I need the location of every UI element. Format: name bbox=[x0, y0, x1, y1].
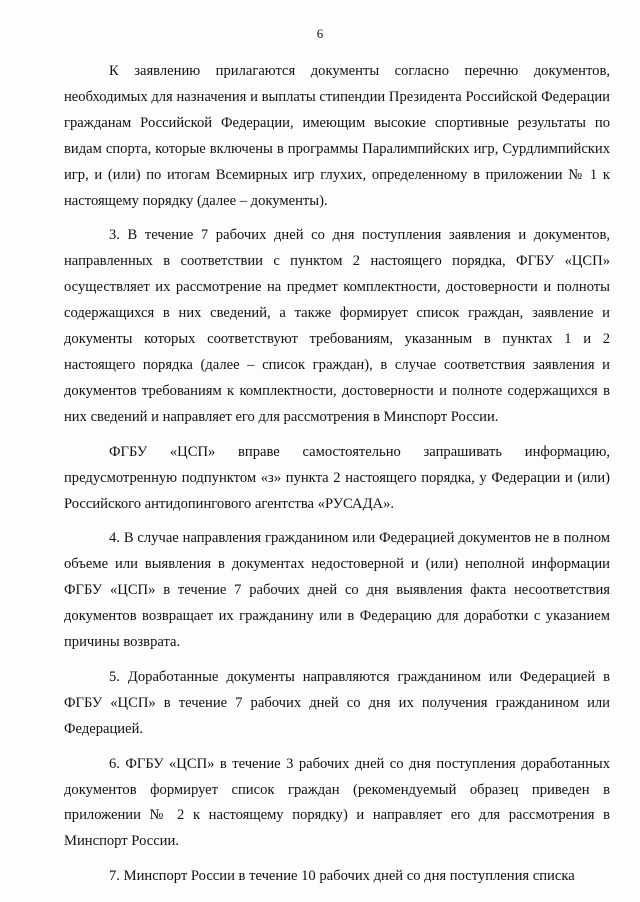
paragraph-3: 3. В течение 7 рабочих дней со дня поступления заявления и документов, направленных в соответствии с пунктом 2 настоящего порядка, ФГБУ «ЦСП» осуществляет их рассмотрение на предмет комплектности, достоверности и полноты содержащихся в них сведений, а также формирует список граждан, заявление и документы которых соответствуют требованиям, указанным в пунктах 1 и 2 настоящего порядка (далее – список граждан), в случае соответствия заявления и документов требованиям к комплектности, достоверности и полноте содержащихся в них сведений и направляет его для рассмотрения в Минспорт России. bbox=[64, 227, 610, 425]
paragraph-4: 4. В случае направления гражданином или Федерацией документов не в полном объеме или выявления в документах недостоверной и (или) неполной информации ФГБУ «ЦСП» в течение 7 рабочих дней со дня выявления факта несоответствия документов возвращает их гражданину или в Федерацию для доработки с указанием причины возврата. bbox=[64, 530, 610, 651]
paragraph-attachments: К заявлению прилагаются документы согласно перечню документов, необходимых для назначения и выплаты стипендии Президента Российской Федерации гражданам Российской Федерации, имеющим высокие спортивные результаты по видам спорта, которые включены в программы Паралимпийских игр, Сурдлимпийских игр, и (или) по итогам Всемирных игр глухих, определенному в приложении № 1 к настоящему порядку (далее – документы). bbox=[64, 63, 610, 209]
paragraph-csp-request: ФГБУ «ЦСП» вправе самостоятельно запрашивать информацию, предусмотренную подпунктом «з» пункта 2 настоящего порядка, у Федерации и (или) Российского антидопингового агентства «РУСАДА». bbox=[64, 443, 610, 512]
paragraph-6: 6. ФГБУ «ЦСП» в течение 3 рабочих дней со дня поступления доработанных документов формирует список граждан (рекомендуемый образец приведен в приложении № 2 к настоящему порядку) и направляет его для рассмотрения в Минспорт России. bbox=[64, 755, 610, 850]
paragraph-7: 7. Минспорт России в течение 10 рабочих дней со дня поступления списка bbox=[109, 868, 575, 885]
document-body bbox=[64, 59, 610, 890]
paragraph-5: 5. Доработанные документы направляются гражданином или Федерацией в ФГБУ «ЦСП» в течение 7 рабочих дней со дня их получения гражданином или Федерацией. bbox=[64, 668, 610, 737]
page-number: 6 bbox=[316, 26, 324, 41]
